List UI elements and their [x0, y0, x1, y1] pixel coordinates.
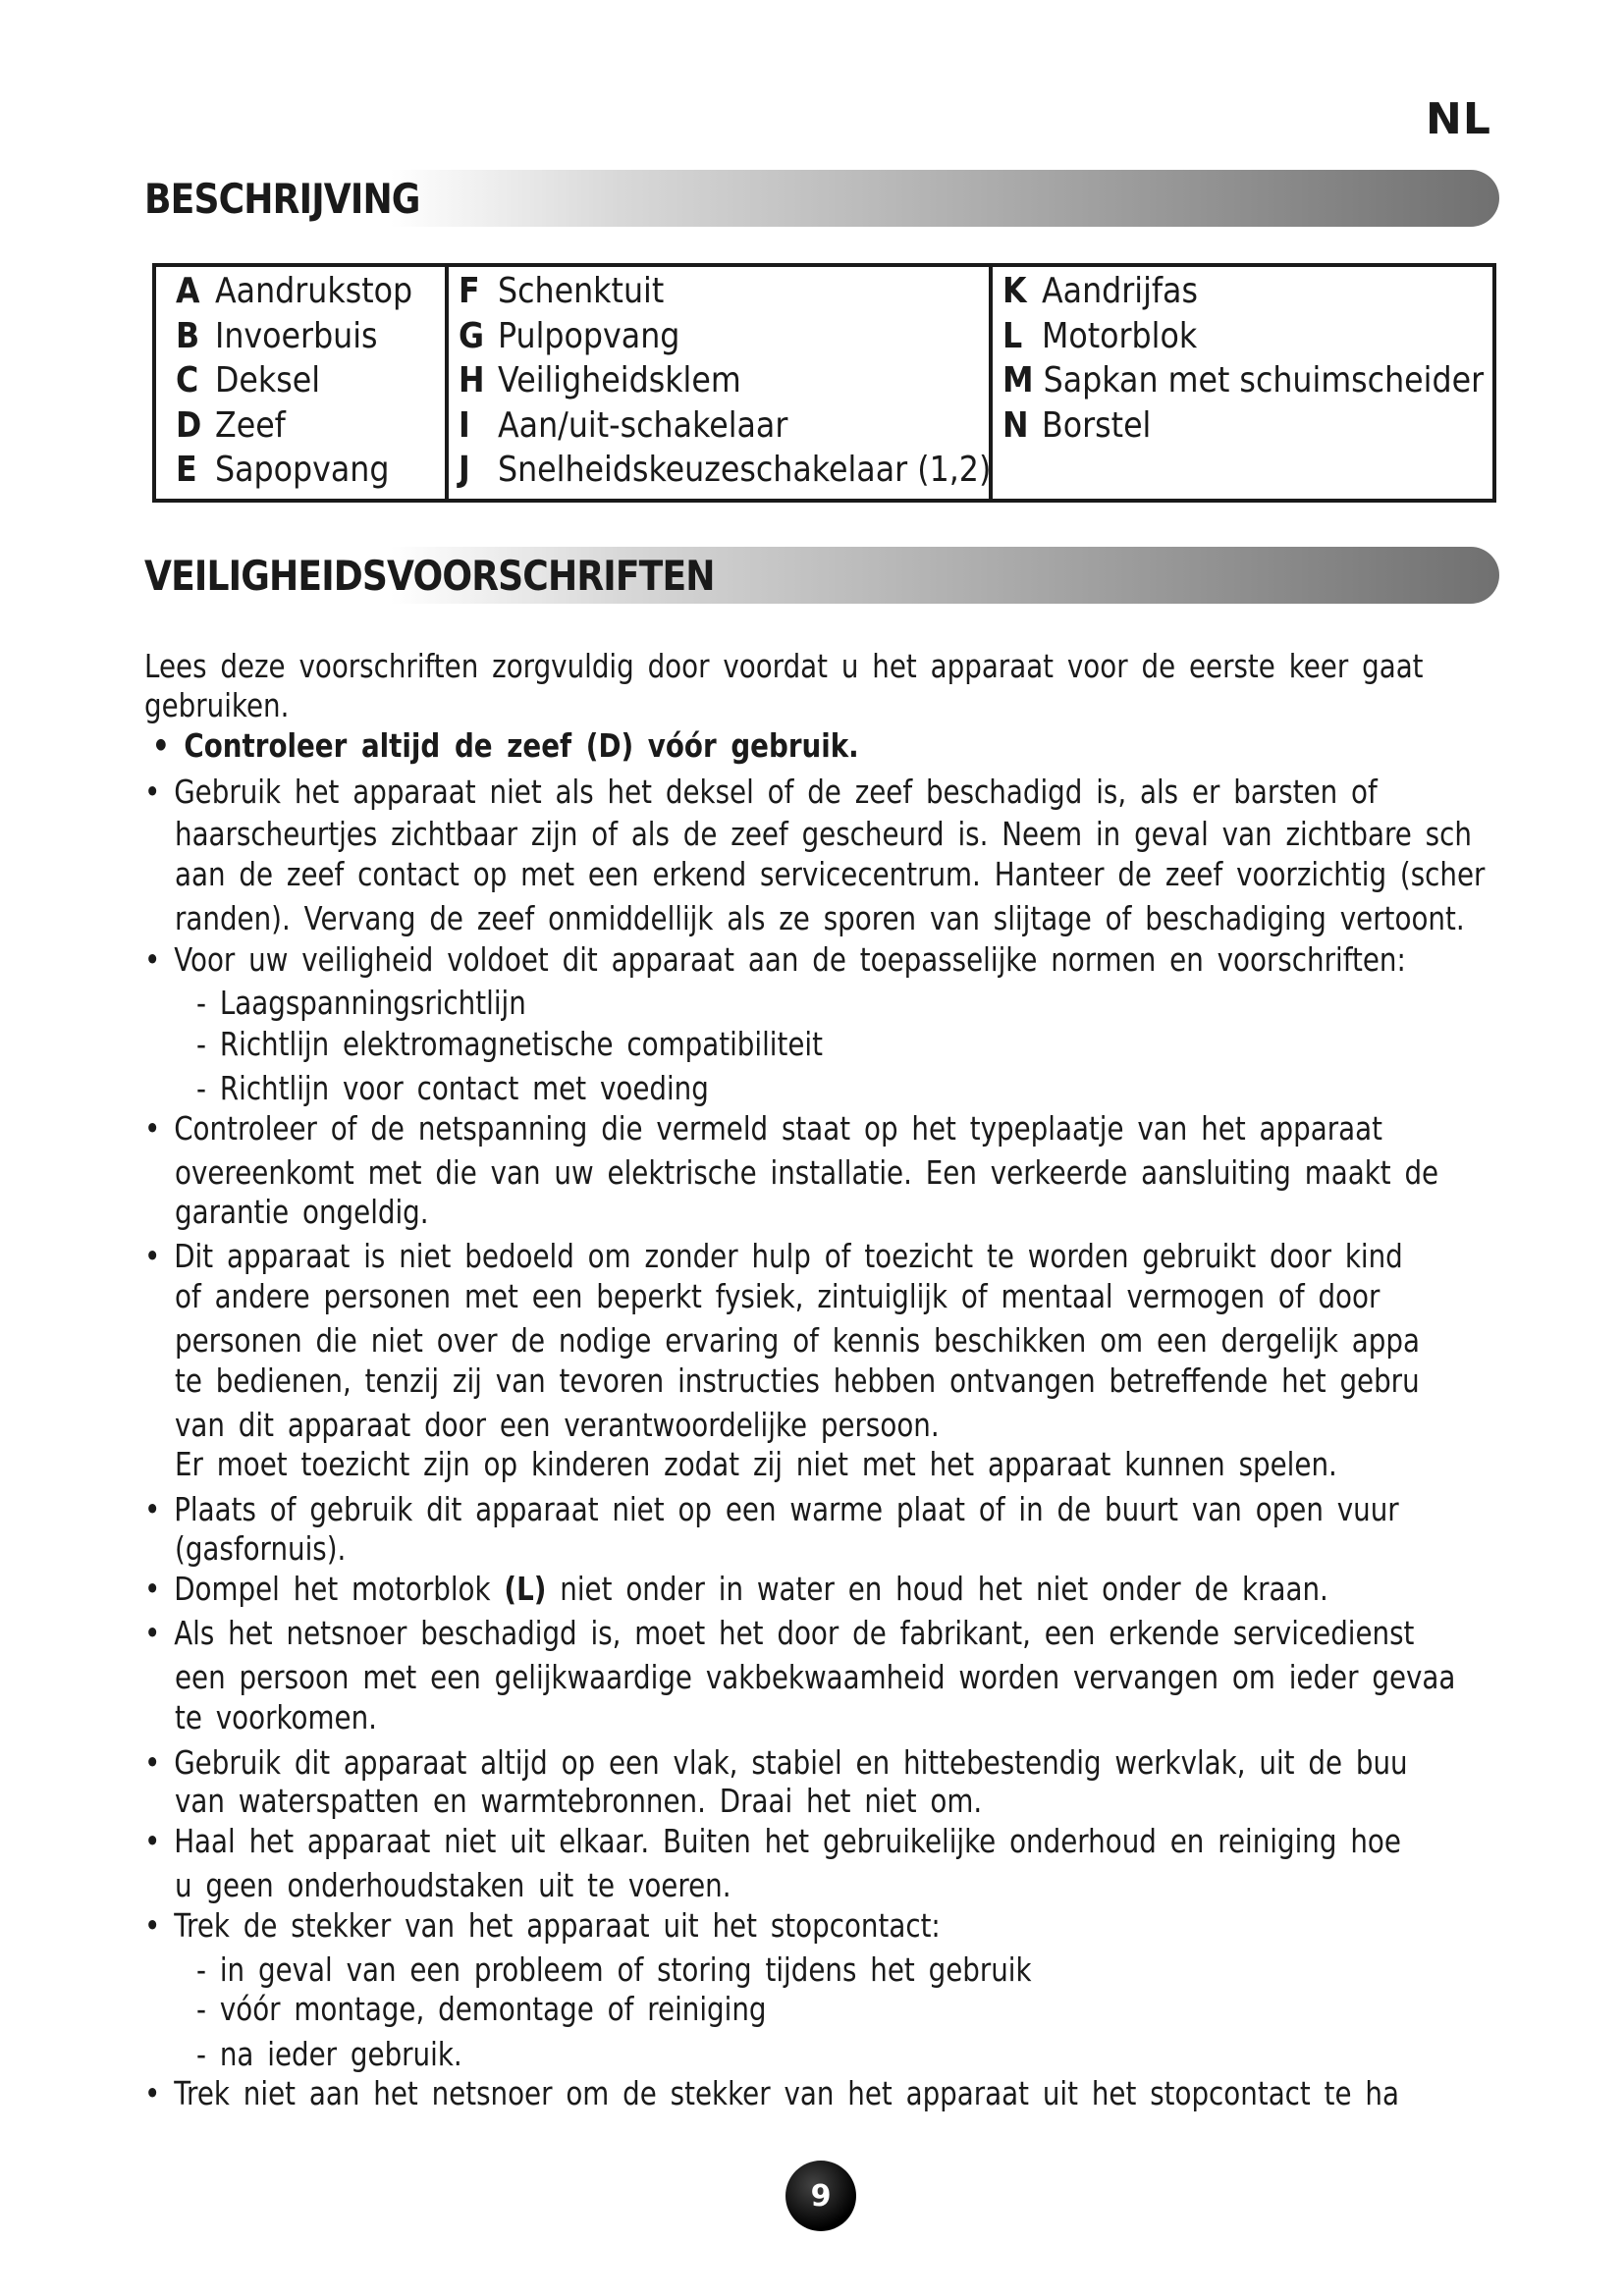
- text-line: • Gebruik dit apparaat altijd op een vlak, stabiel en hittebestendig werkvlak, uit de buu: [144, 1743, 1408, 1782]
- text-line: overeenkomt met die van uw elektrische installatie. Een verkeerde aansluiting maakt de: [175, 1153, 1439, 1192]
- legend-label: Zeef: [214, 404, 286, 446]
- legend-key: F: [459, 271, 480, 311]
- text-line: - Richtlijn voor contact met voeding: [196, 1069, 709, 1107]
- legend-key: E: [176, 450, 197, 490]
- text-line: garantie ongeldig.: [175, 1193, 429, 1231]
- legend-key: N: [1002, 404, 1029, 446]
- legend-key: K: [1002, 271, 1027, 311]
- text-line: • Trek de stekker van het apparaat uit het stopcontact:: [144, 1906, 941, 1945]
- text-line: Er moet toezicht zijn op kinderen zodat zij niet met het apparaat kunnen spelen.: [175, 1445, 1337, 1483]
- text-line: randen). Vervang de zeef onmiddellijk als ze sporen van slijtage of beschadiging vertoont.: [175, 899, 1465, 937]
- text-line: - Laagspanningsrichtlijn: [196, 984, 526, 1022]
- legend-key: B: [176, 315, 200, 356]
- text-line: • Controleer of de netspanning die vermeld staat op het typeplaatje van het apparaat: [144, 1109, 1382, 1148]
- legend-label: Invoerbuis: [214, 315, 378, 356]
- legend-key: D: [176, 404, 202, 446]
- legend-key: G: [459, 315, 485, 356]
- text-line: • Gebruik het apparaat niet als het deksel of de zeef beschadigd is, als er barsten of: [144, 773, 1378, 811]
- section-title-safety: VEILIGHEIDSVOORSCHRIFTEN: [144, 552, 715, 600]
- legend-key: H: [459, 360, 485, 400]
- text-line: - in geval van een probleem of storing tijdens het gebruik: [196, 1950, 1032, 1989]
- legend-label: Sapkan met schuimscheider: [1043, 360, 1485, 400]
- text-line: - Richtlijn elektromagnetische compatibiliteit: [196, 1025, 823, 1063]
- text-line: • Dit apparaat is niet bedoeld om zonder hulp of toezicht te worden gebruikt door kind: [144, 1237, 1403, 1275]
- legend-label: Deksel: [214, 360, 321, 400]
- text-line: gebruiken.: [144, 686, 290, 724]
- text-line: te voorkomen.: [175, 1698, 377, 1736]
- text-line: [144, 1571, 1328, 1608]
- text-line: • Voor uw veiligheid voldoet dit apparaat aan de toepasselijke normen en voorschriften:: [144, 940, 1406, 979]
- legend-label: Aandrijfas: [1042, 271, 1199, 311]
- section-title-description: BESCHRIJVING: [144, 175, 420, 223]
- legend-key: M: [1002, 360, 1034, 400]
- part-reference: (L): [504, 1570, 547, 1608]
- language-label: NL: [1426, 94, 1491, 144]
- legend-label: Schenktuit: [498, 271, 665, 311]
- text-segment: niet onder in water en houd het niet onder de kraan.: [546, 1570, 1328, 1608]
- text-line: - na ieder gebruik.: [196, 2035, 462, 2073]
- page-number: 9: [785, 2161, 856, 2231]
- legend-label: Aan/uit-schakelaar: [498, 404, 788, 446]
- text-line: - vóór montage, demontage of reiniging: [196, 1990, 767, 2028]
- text-line: Lees deze voorschriften zorgvuldig door voordat u het apparaat voor de eerste keer gaat: [144, 647, 1424, 685]
- legend-label: Borstel: [1042, 404, 1152, 446]
- text-line: • Als het netsnoer beschadigd is, moet het door de fabrikant, een erkende servicedienst: [144, 1614, 1415, 1652]
- legend-key: C: [176, 360, 199, 400]
- legend-label: Pulpopvang: [498, 315, 680, 356]
- text-line: of andere personen met een beperkt fysiek, zintuiglijk of mentaal vermogen of door: [175, 1277, 1380, 1315]
- text-line: • Trek niet aan het netsnoer om de stekker van het apparaat uit het stopcontact te ha: [144, 2074, 1399, 2112]
- legend-key: I: [459, 404, 470, 446]
- legend-label: Aandrukstop: [214, 271, 413, 311]
- text-line: haarscheurtjes zichtbaar zijn of als de zeef gescheurd is. Neem in geval van zichtbare sch: [175, 815, 1472, 853]
- text-line: een persoon met een gelijkwaardige vakbekwaamheid worden vervangen om ieder gevaa: [175, 1658, 1456, 1696]
- legend-label: Snelheidskeuzeschakelaar (1,2): [498, 450, 992, 490]
- legend-key: L: [1002, 315, 1023, 356]
- text-segment: • Dompel het motorblok: [144, 1570, 505, 1608]
- text-line: u geen onderhoudstaken uit te voeren.: [175, 1866, 731, 1904]
- legend-key: A: [176, 271, 200, 311]
- text-line: • Plaats of gebruik dit apparaat niet op een warme plaat of in de buurt van open vuur: [144, 1490, 1399, 1528]
- text-line: personen die niet over de nodige ervaring of kennis beschikken om een dergelijk appa: [175, 1321, 1420, 1360]
- text-line: • Controleer altijd de zeef (D) vóór gebruik.: [152, 726, 859, 765]
- text-line: te bedienen, tenzij zij van tevoren instructies hebben ontvangen betreffende het gebru: [175, 1362, 1420, 1400]
- legend-label: Motorblok: [1042, 315, 1198, 356]
- text-line: • Haal het apparaat niet uit elkaar. Buiten het gebruikelijke onderhoud en reiniging hoe: [144, 1822, 1401, 1860]
- legend-label: Sapopvang: [214, 450, 390, 490]
- legend-label: Veiligheidsklem: [498, 360, 741, 400]
- text-line: van waterspatten en warmtebronnen. Draai het niet om.: [175, 1782, 983, 1820]
- text-line: (gasfornuis).: [175, 1529, 347, 1568]
- text-line: van dit apparaat door een verantwoordelijke persoon.: [175, 1406, 940, 1444]
- legend-key: J: [459, 450, 470, 490]
- text-line: aan de zeef contact op met een erkend servicecentrum. Hanteer de zeef voorzichtig (scher: [175, 855, 1486, 893]
